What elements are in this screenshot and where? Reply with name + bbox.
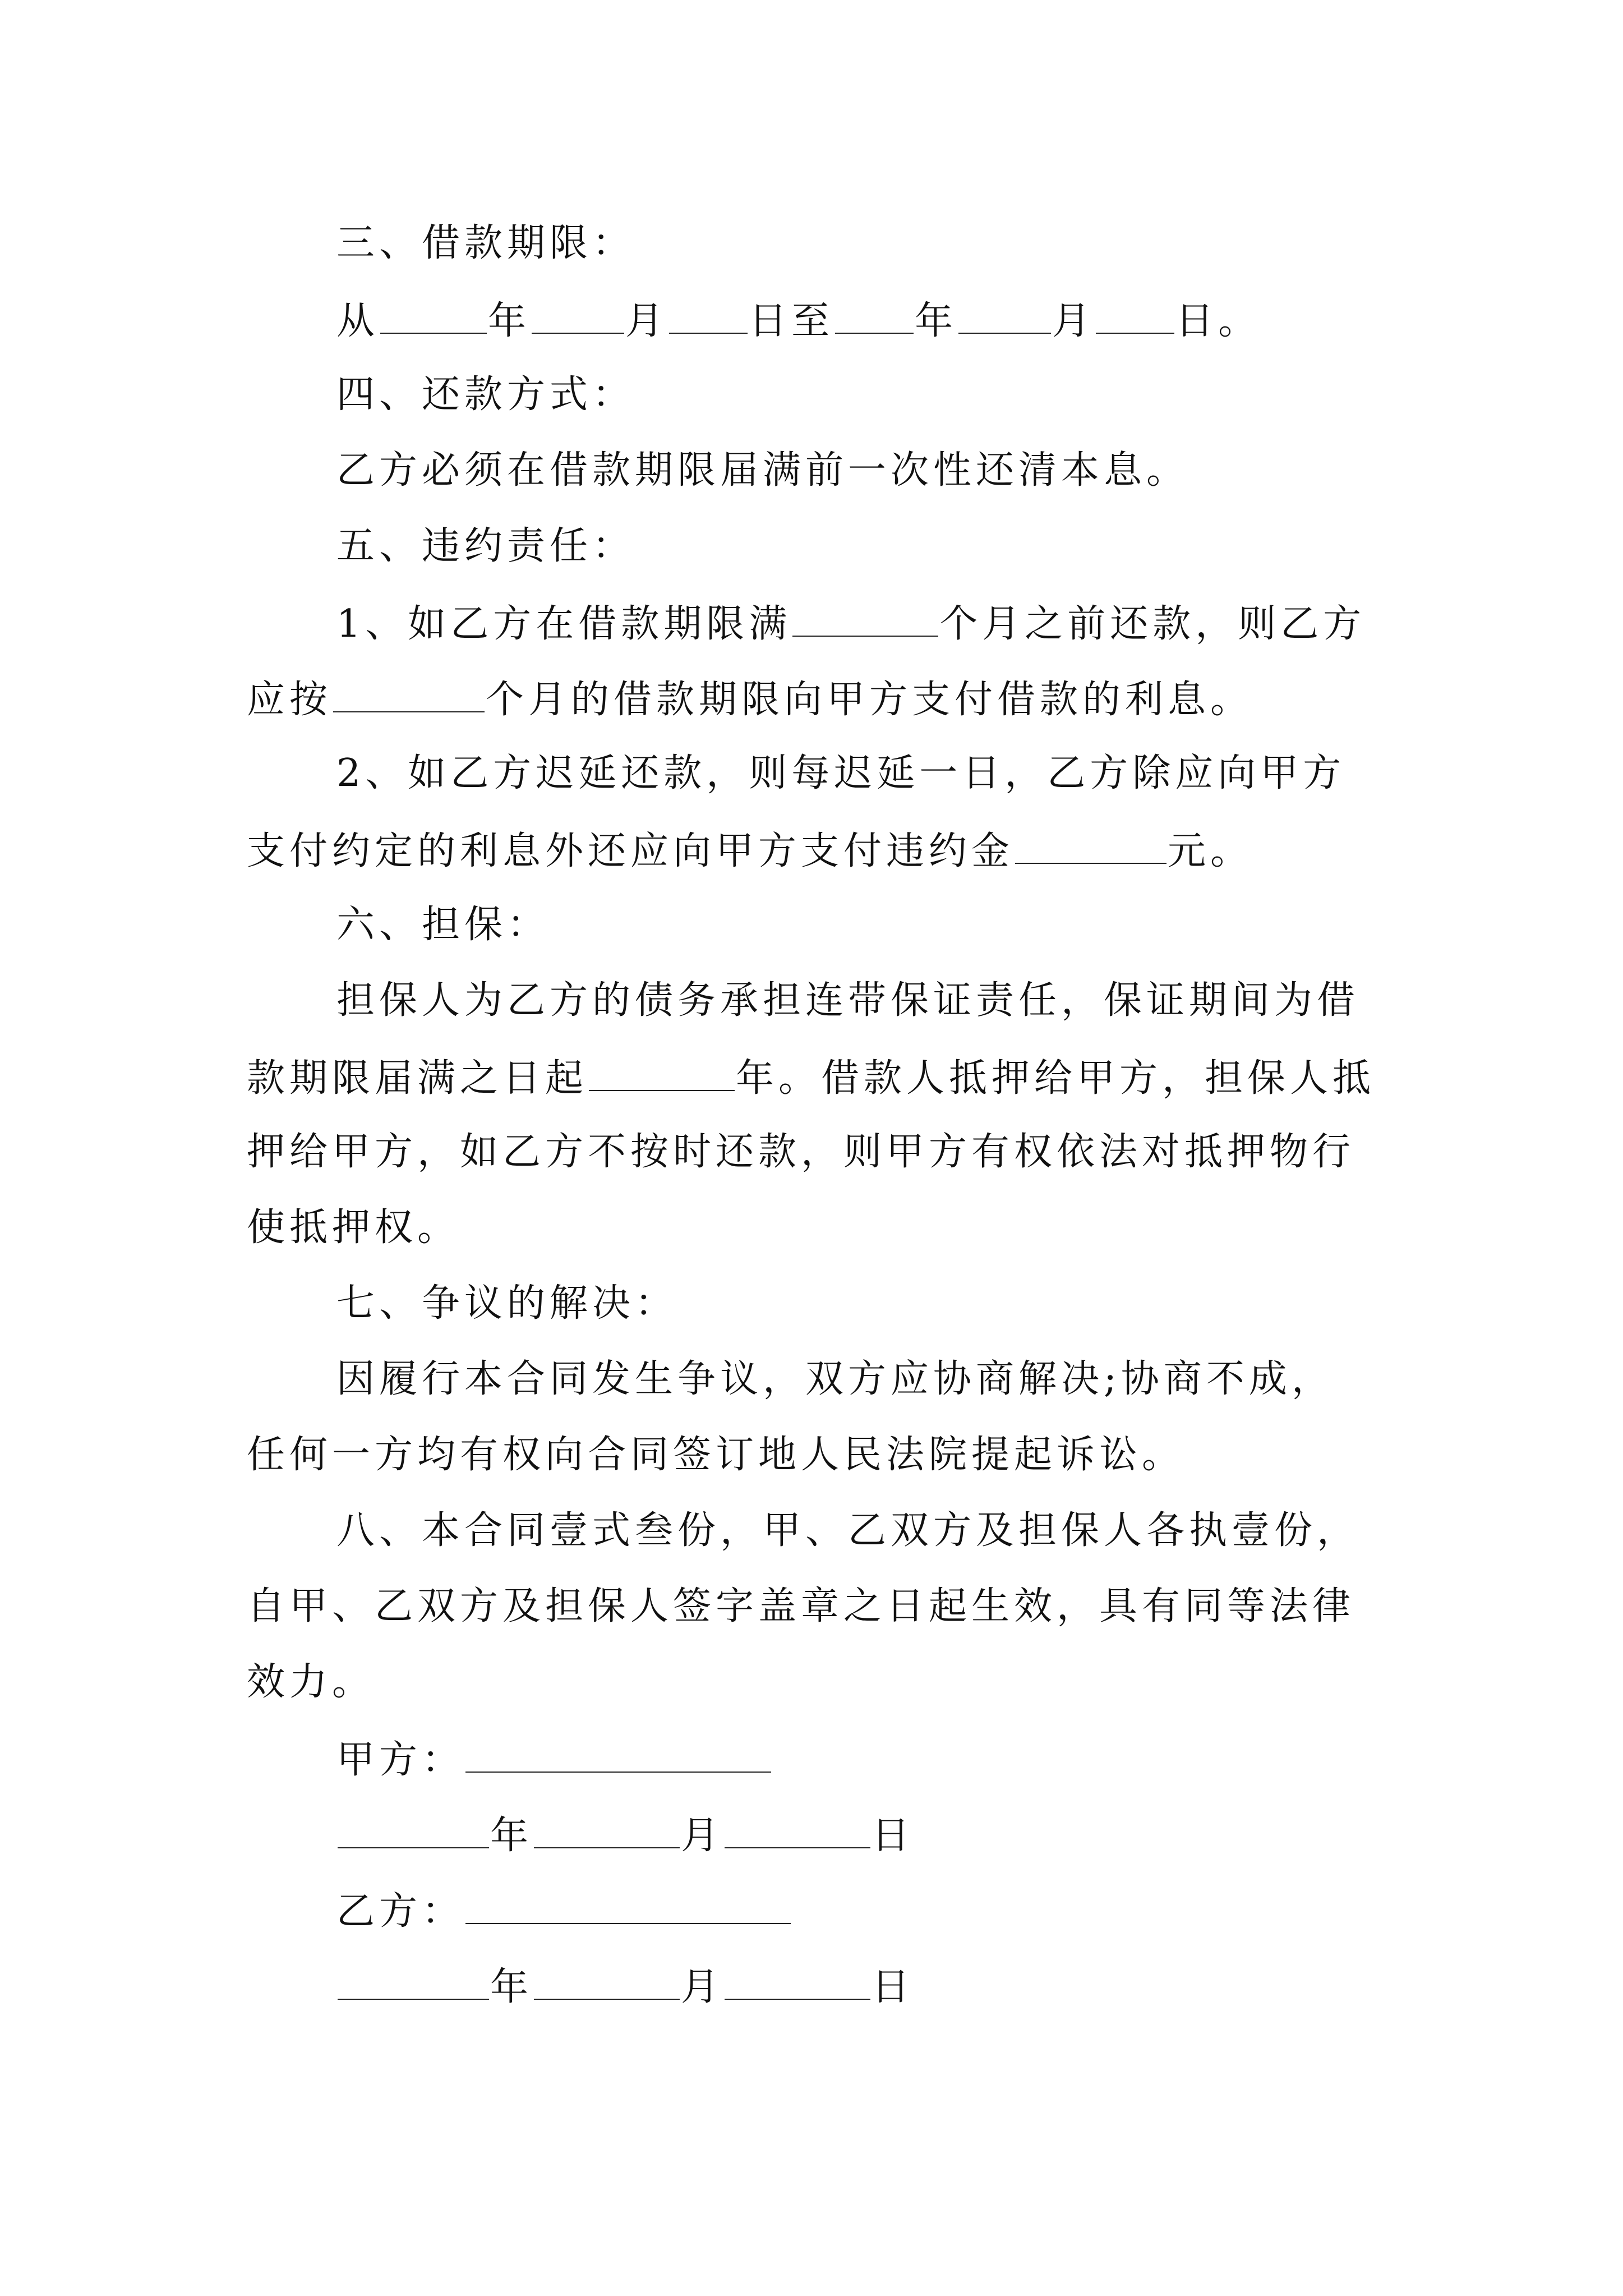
blank-field (380, 300, 487, 334)
blank-field (958, 300, 1051, 334)
blank-field (534, 1966, 680, 2000)
copies-line-2: 自甲、乙双方及担保人签字盖章之日起生效，具有同等法律 (247, 1584, 1355, 1628)
blank-field (835, 300, 914, 334)
guarantee-line-4: 使抵押权。 (247, 1205, 460, 1250)
dispute-line-2: 任何一方均有权向合同签订地人民法院提起诉讼。 (247, 1433, 1185, 1477)
copies-line-1: 八、本合同壹式叁份，甲、乙双方及担保人各执壹份， (336, 1508, 1360, 1553)
blank-field (589, 1057, 735, 1091)
blank-field (532, 300, 624, 334)
term-heading: 三、借款期限： (336, 221, 635, 265)
breach-clause-2-line-1: 2、如乙方迟延还款，则每迟延一日，乙方除应向甲方 (336, 751, 1346, 795)
guarantee-line-2: 款期限届满之日起 年。借款人抵押给甲方，担保人抵 (247, 1056, 1376, 1101)
dispute-line-1: 因履行本合同发生争议，双方应协商解决;协商不成， (336, 1357, 1334, 1401)
blank-field (534, 1815, 680, 1848)
party-a-signature: 甲方： (336, 1739, 772, 1779)
breach-heading: 五、违约责任： (336, 524, 635, 568)
breach-clause-2-line-2: 支付约定的利息外还应向甲方支付违约金 元。 (247, 829, 1253, 873)
blank-field (338, 1815, 489, 1848)
copies-line-3: 效力。 (247, 1660, 375, 1704)
guarantee-line-1: 担保人为乙方的债务承担连带保证责任，保证期间为借 (336, 978, 1360, 1023)
blank-field (1096, 300, 1174, 334)
guarantee-line-3: 押给甲方，如乙方不按时还款，则甲方有权依法对抵押物行 (247, 1130, 1355, 1174)
blank-field (725, 1815, 870, 1848)
blank-field (338, 1966, 489, 2000)
blank-field (792, 603, 938, 637)
term-dates-line: 从 年 月 日至 年 月 日。 (336, 298, 1261, 343)
breach-clause-1-line-2: 应按 个月的借款期限向甲方支付借款的利息。 (247, 677, 1253, 722)
party-b-signature: 乙方： (336, 1890, 792, 1931)
blank-field (333, 679, 485, 712)
signature-line (465, 1739, 771, 1773)
party-b-date: 年 月 日 (336, 1966, 914, 2007)
blank-field (725, 1966, 870, 2000)
blank-field (1015, 830, 1166, 864)
party-a-date: 年 月 日 (336, 1815, 914, 1855)
repayment-heading: 四、还款方式： (336, 372, 635, 417)
guarantee-heading: 六、担保： (336, 903, 550, 947)
signature-line (465, 1890, 791, 1924)
blank-field (669, 300, 748, 334)
repayment-text: 乙方必须在借款期限届满前一次性还清本息。 (336, 448, 1189, 493)
breach-clause-1-line-1: 1、如乙方在借款期限满 个月之前还款，则乙方 (336, 601, 1366, 646)
dispute-heading: 七、争议的解决： (336, 1281, 678, 1326)
